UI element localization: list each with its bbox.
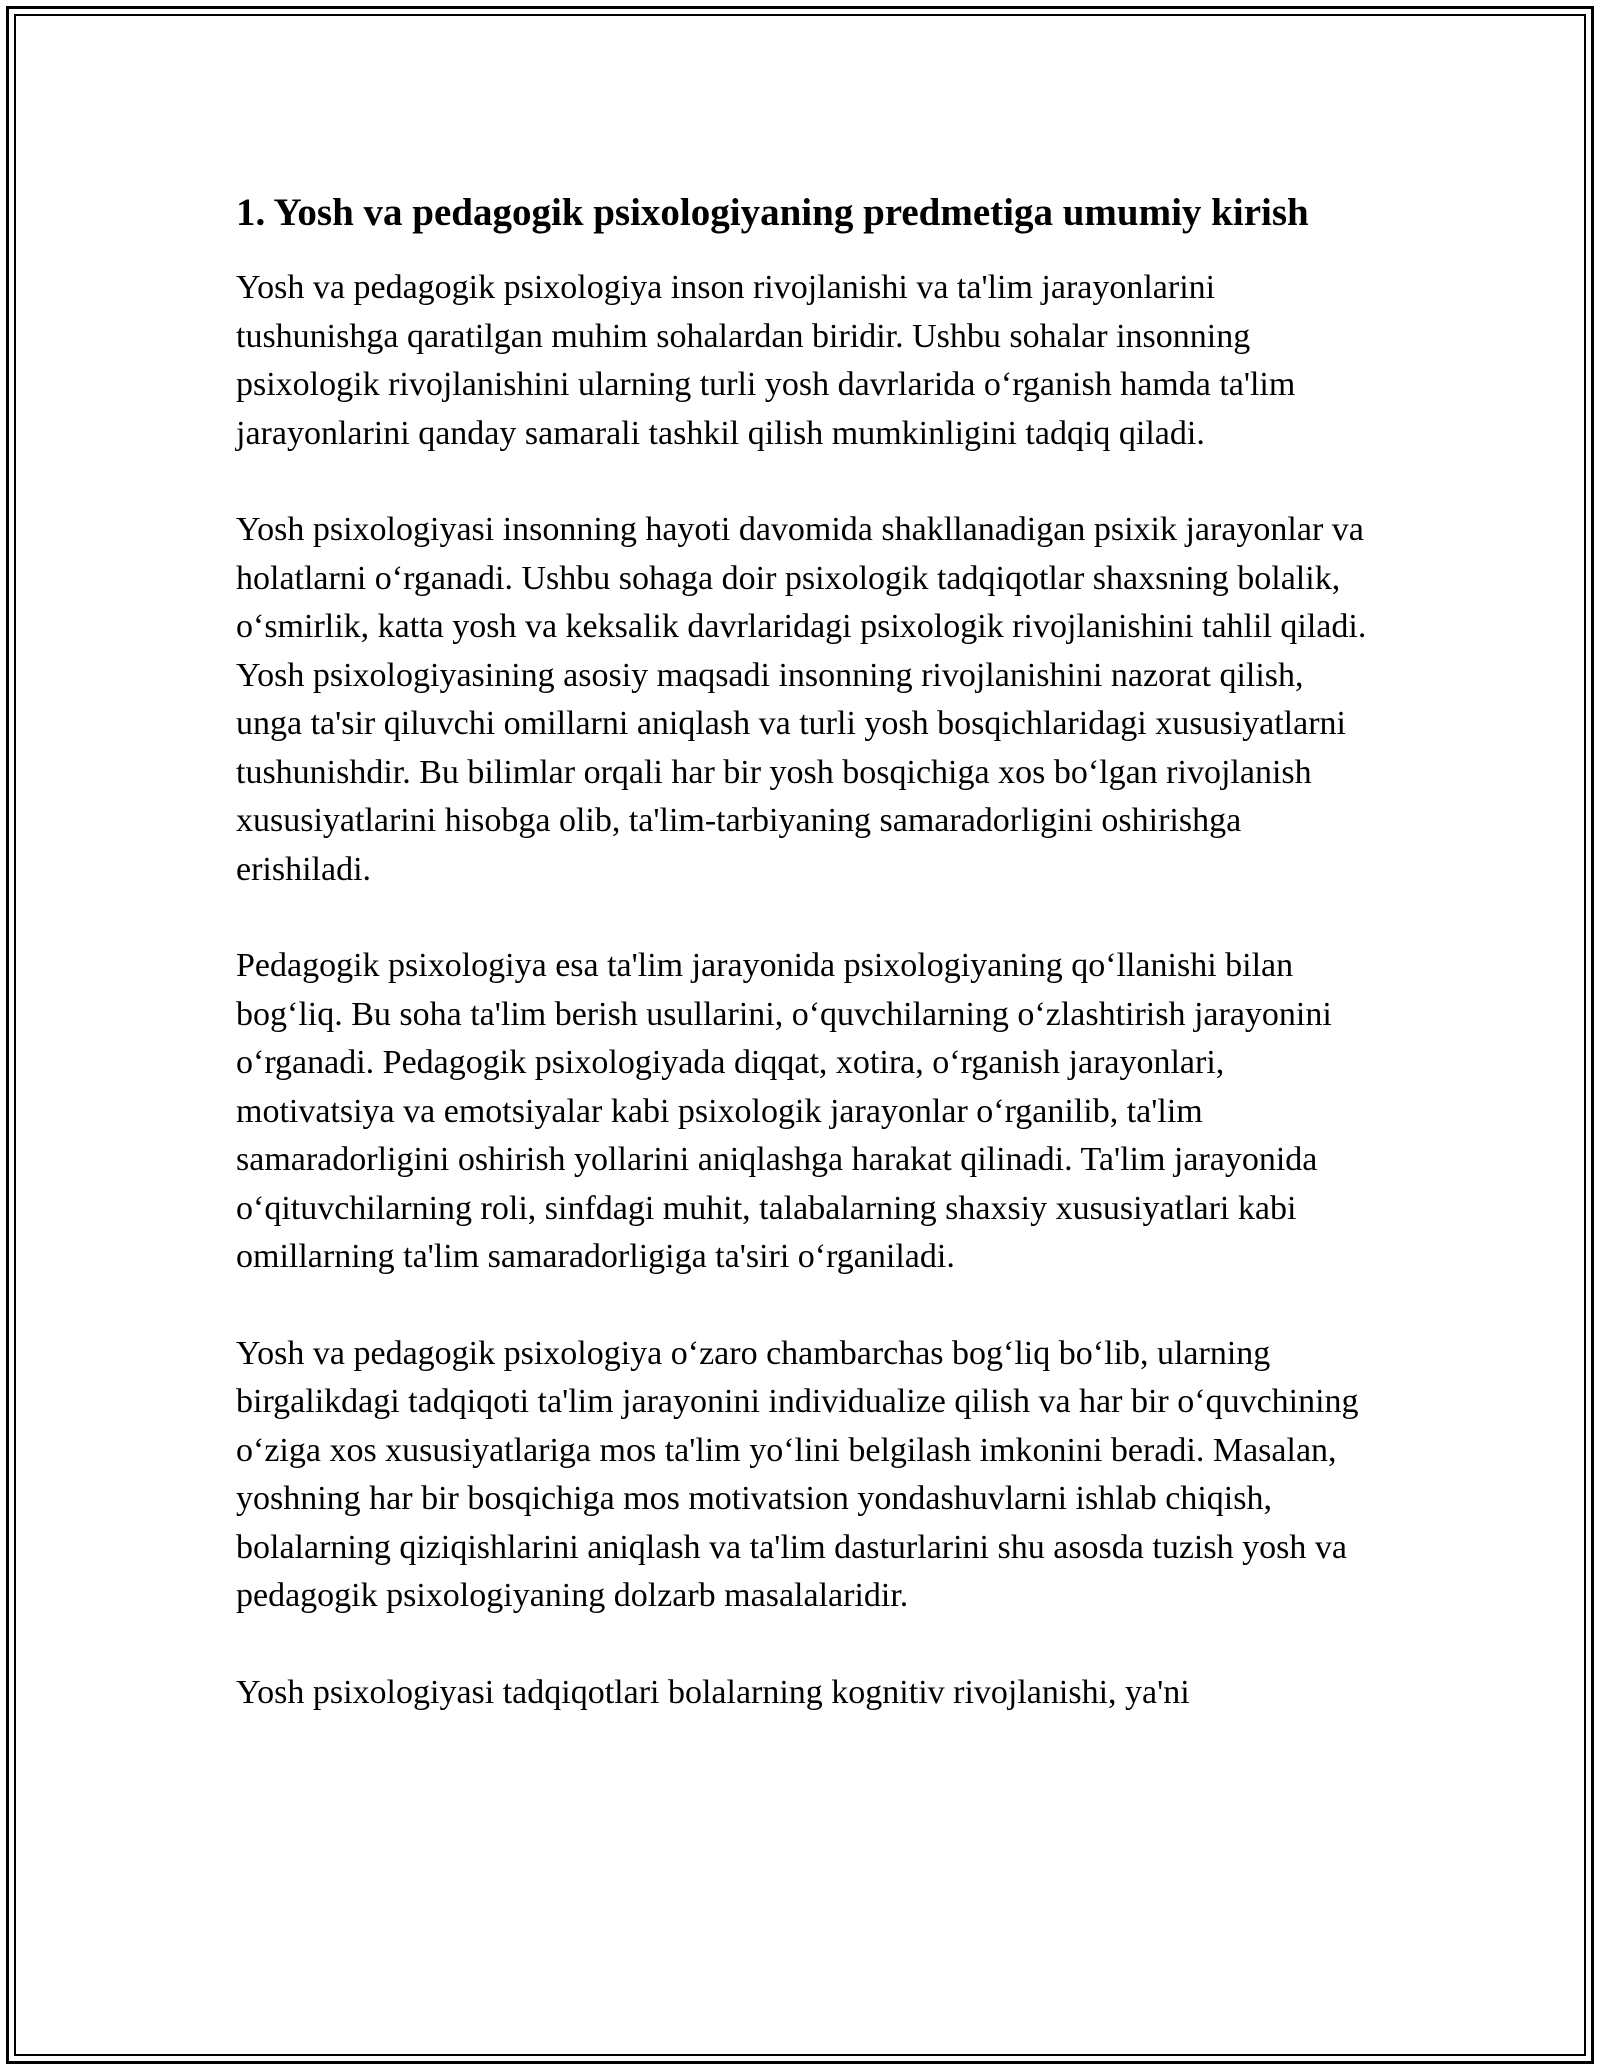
page-title: 1. Yosh va pedagogik psixologiyaning predmetiga umumiy kirish xyxy=(236,191,1309,234)
document-body xyxy=(236,186,1376,1717)
paragraph-2: Yosh psixologiyasi insonning hayoti davomida shakllanadigan psixik jarayonlar va holatlarni o‘rganadi. Ushbu sohaga doir psixologik tadqiqotlar shaxsning bolalik, o‘smirlik, katta yosh va keksalik davrlaridagi psixologik rivojlanishini tahlil qiladi. Yosh psixologiyasining asosiy maqsadi insonning rivojlanishini nazorat qilish, unga ta'sir qiluvchi omillarni aniqlash va turli yosh bosqichlaridagi xususiyatlarni tushunishdir. Bu bilimlar orqali har bir yosh bosqichiga xos bo‘lgan rivojlanish xususiyatlarini hisobga olib, ta'lim-tarbiyaning samaradorligini oshirishga erishiladi. xyxy=(236,511,1367,888)
paragraph-5: Yosh psixologiyasi tadqiqotlari bolalarning kognitiv rivojlanishi, ya'ni xyxy=(236,1673,1190,1711)
paragraph-3: Pedagogik psixologiya esa ta'lim jarayonida psixologiyaning qo‘llanishi bilan bog‘liq. Bu soha ta'lim berish usullarini, o‘quvchilarning o‘zlashtirish jarayonini o‘rganadi. Pedagogik psixologiyada diqqat, xotira, o‘rganish jarayonlari, motivatsiya va emotsiyalar kabi psixologik jarayonlar o‘rganilib, ta'lim samaradorligini oshirish yollarini aniqlashga harakat qilinadi. Ta'lim jarayonida o‘qituvchilarning roli, sinfdagi muhit, talabalarning shaxsiy xususiyatlari kabi omillarning ta'lim samaradorligiga ta'siri o‘rganiladi. xyxy=(236,947,1332,1275)
paragraph-1: Yosh va pedagogik psixologiya inson rivojlanishi va ta'lim jarayonlarini tushunishga qaratilgan muhim sohalardan biridir. Ushbu sohalar insonning psixologik rivojlanishini ularning turli yosh davrlarida o‘rganish hamda ta'lim jarayonlarini qanday samarali tashkil qilish mumkinligini tadqiq qiladi. xyxy=(236,269,1296,452)
paragraph-4: Yosh va pedagogik psixologiya o‘zaro chambarchas bog‘liq bo‘lib, ularning birgalikdagi tadqiqoti ta'lim jarayonini individualize qilish va har bir o‘quvchining o‘ziga xos xususiyatlariga mos ta'lim yo‘lini belgilash imkonini beradi. Masalan, yoshning har bir bosqichiga mos motivatsion yondashuvlarni ishlab chiqish, bolalarning qiziqishlarini aniqlash va ta'lim dasturlarini shu asosda tuzish yosh va pedagogik psixologiyaning dolzarb masalalaridir. xyxy=(236,1334,1359,1614)
